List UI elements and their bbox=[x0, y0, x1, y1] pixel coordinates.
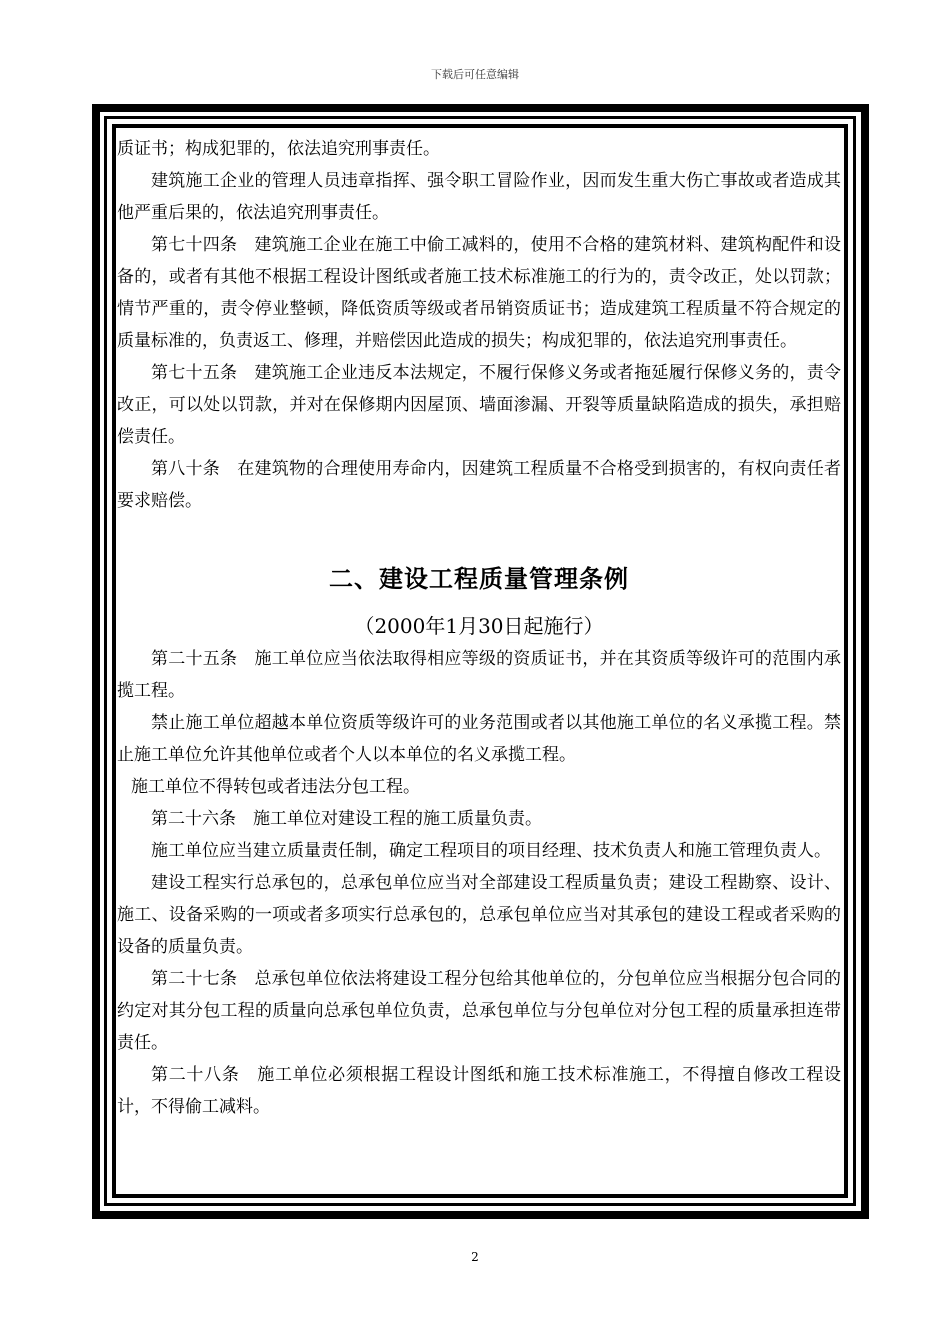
article-25: 第二十五条 施工单位应当依法取得相应等级的资质证书，并在其资质等级许可的范围内承揽工程。 bbox=[117, 649, 841, 701]
article-75: 第七十五条 建筑施工企业违反本法规定，不履行保修义务或者拖延履行保修义务的，责令改正，可以处以罚款，并对在保修期内因屋顶、墙面渗漏、开裂等质量缺陷造成的损失，承担赔偿责任。 bbox=[117, 363, 841, 447]
article-27: 第二十七条 总承包单位依法将建设工程分包给其他单位的，分包单位应当根据分包合同的约定对其分包工程的质量向总承包单位负责，总承包单位与分包单位对分包工程的质量承担连带责任。 bbox=[117, 969, 841, 1053]
section-subtitle: （2000年1月30日起施行） bbox=[354, 614, 604, 638]
paragraph: 质证书；构成犯罪的，依法追究刑事责任。 bbox=[117, 139, 440, 159]
paragraph: 施工单位应当建立质量责任制，确定工程项目的项目经理、技术负责人和施工管理负责人。 bbox=[151, 841, 831, 861]
paragraph: 建筑施工企业的管理人员违章指挥、强令职工冒险作业，因而发生重大伤亡事故或者造成其他严重后果的，依法追究刑事责任。 bbox=[117, 171, 841, 223]
header-note: 下载后可任意编辑 bbox=[431, 68, 519, 81]
paragraph: 禁止施工单位超越本单位资质等级许可的业务范围或者以其他施工单位的名义承揽工程。禁止施工单位允许其他单位或者个人以本单位的名义承揽工程。 bbox=[117, 713, 841, 765]
section-title: 二、建设工程质量管理条例 bbox=[329, 565, 629, 593]
article-28: 第二十八条 施工单位必须根据工程设计图纸和施工技术标准施工，不得擅自修改工程设计，不得偷工减料。 bbox=[117, 1065, 841, 1117]
page-number: 2 bbox=[471, 1250, 479, 1264]
article-80: 第八十条 在建筑物的合理使用寿命内，因建筑工程质量不合格受到损害的，有权向责任者要求赔偿。 bbox=[117, 459, 841, 511]
paragraph: 施工单位不得转包或者违法分包工程。 bbox=[131, 777, 420, 797]
article-26: 第二十六条 施工单位对建设工程的施工质量负责。 bbox=[151, 809, 542, 829]
document-body bbox=[117, 133, 841, 1123]
article-74: 第七十四条 建筑施工企业在施工中偷工减料的，使用不合格的建筑材料、建筑构配件和设备的，或者有其他不根据工程设计图纸或者施工技术标准施工的行为的，责令改正，处以罚款；情节严重的，责令停业整顿，降低资质等级或者吊销资质证书；造成建筑工程质量不符合规定的质量标准的，负责返工、修理，并赔偿因此造成的损失；构成犯罪的，依法追究刑事责任。 bbox=[117, 235, 841, 351]
paragraph: 建设工程实行总承包的，总承包单位应当对全部建设工程质量负责；建设工程勘察、设计、施工、设备采购的一项或者多项实行总承包的，总承包单位应当对其承包的建设工程或者采购的设备的质量负责。 bbox=[117, 873, 841, 957]
